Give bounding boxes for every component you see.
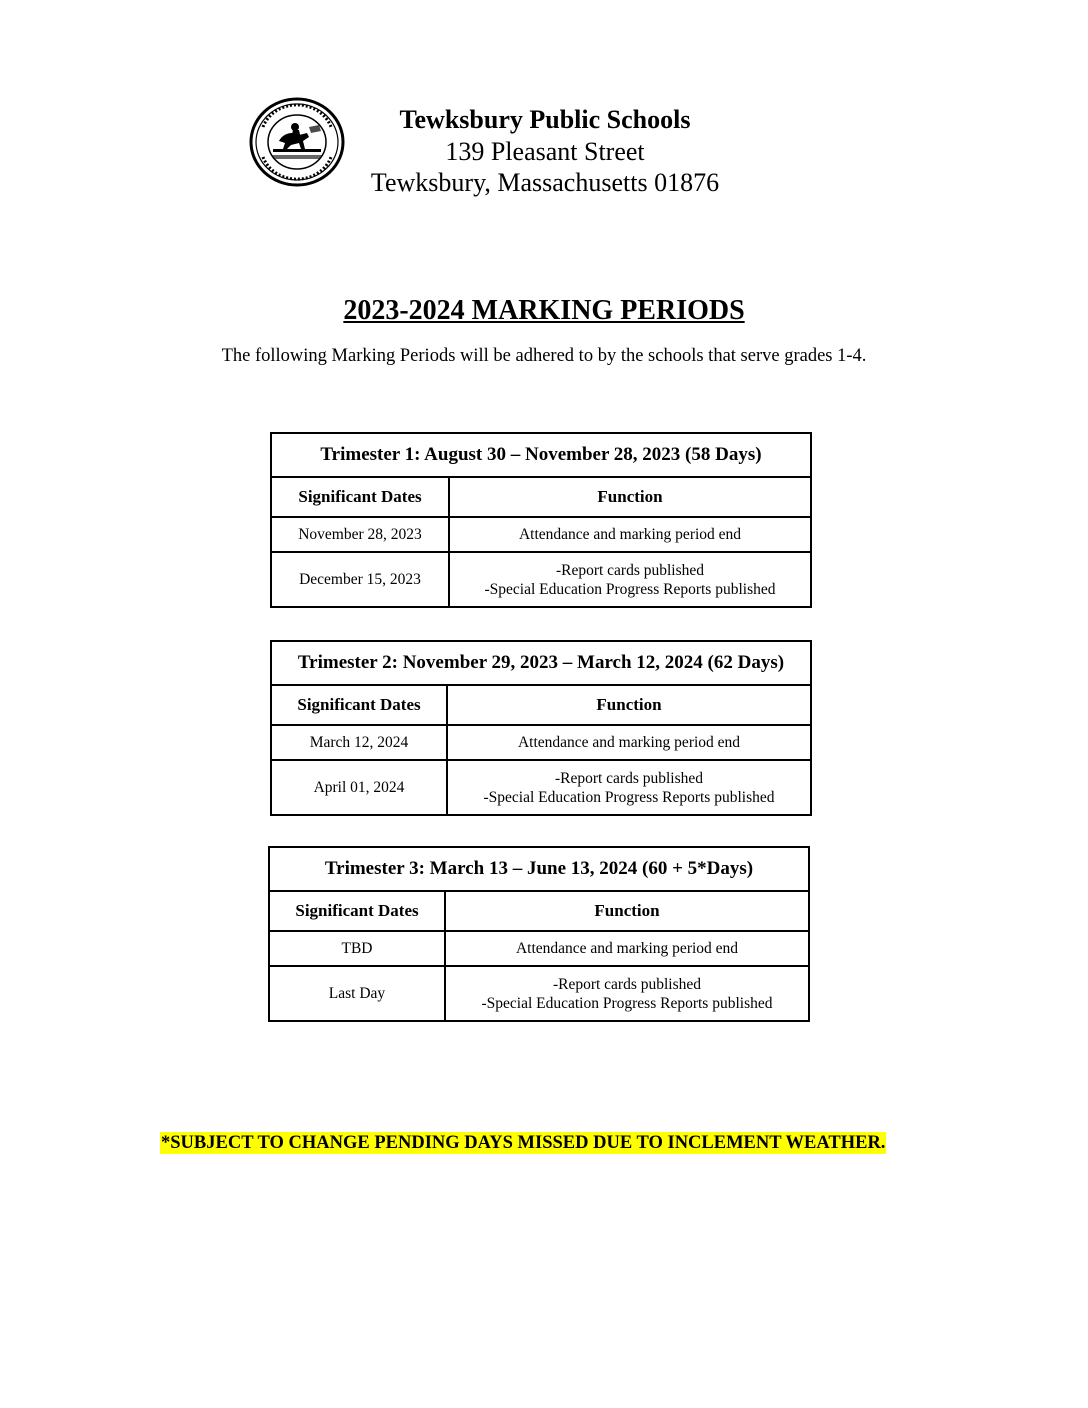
function-line: Attendance and marking period end	[517, 734, 741, 751]
column-header-dates: Significant Dates	[271, 685, 447, 725]
column-header-function: Function	[447, 685, 811, 725]
table-row	[271, 552, 811, 607]
table-row	[271, 760, 811, 815]
column-header-dates: Significant Dates	[271, 477, 449, 517]
trimester-heading: Trimester 3: March 13 – June 13, 2024 (60 + 5*Days)	[269, 847, 809, 891]
town-seal-icon	[249, 97, 345, 187]
column-header-function: Function	[449, 477, 811, 517]
function-cell	[447, 760, 811, 815]
street-address: 139 Pleasant Street	[445, 137, 645, 166]
intro-text: The following Marking Periods will be adhered to by the schools that serve grades 1-4.	[221, 346, 867, 366]
function-line: -Special Education Progress Reports published	[483, 788, 775, 806]
date-cell: March 12, 2024	[271, 725, 447, 760]
function-line: -Report cards published	[554, 769, 704, 787]
school-district-name: Tewksbury Public Schools	[399, 105, 691, 134]
table-row	[269, 931, 809, 966]
function-cell	[447, 725, 811, 760]
letterhead	[345, 104, 745, 198]
column-header-function: Function	[445, 891, 809, 931]
table-row	[271, 725, 811, 760]
date-cell: April 01, 2024	[271, 760, 447, 815]
function-line: -Report cards published	[552, 975, 702, 993]
function-line: Attendance and marking period end	[515, 940, 739, 957]
column-header-dates: Significant Dates	[269, 891, 445, 931]
function-line: -Special Education Progress Reports published	[484, 580, 776, 598]
table-row	[269, 966, 809, 1021]
trimester-2-table	[270, 640, 812, 816]
function-line: -Report cards published	[555, 561, 705, 579]
function-line: -Special Education Progress Reports published	[481, 994, 773, 1012]
trimester-heading: Trimester 1: August 30 – November 28, 2023 (58 Days)	[271, 433, 811, 477]
weather-notice: *SUBJECT TO CHANGE PENDING DAYS MISSED DUE TO INCLEMENT WEATHER.	[161, 1133, 886, 1153]
function-cell	[445, 931, 809, 966]
trimester-1-table	[270, 432, 812, 608]
document-title: 2023-2024 MARKING PERIODS	[343, 295, 745, 326]
function-cell	[449, 552, 811, 607]
function-line: Attendance and marking period end	[518, 526, 742, 543]
function-cell	[445, 966, 809, 1021]
function-cell	[449, 517, 811, 552]
date-cell: December 15, 2023	[271, 552, 449, 607]
date-cell: November 28, 2023	[271, 517, 449, 552]
date-cell: Last Day	[269, 966, 445, 1021]
trimester-heading: Trimester 2: November 29, 2023 – March 12, 2024 (62 Days)	[271, 641, 811, 685]
date-cell: TBD	[269, 931, 445, 966]
trimester-3-table	[268, 846, 810, 1022]
table-row	[271, 517, 811, 552]
city-state-zip: Tewksbury, Massachusetts 01876	[370, 168, 720, 197]
